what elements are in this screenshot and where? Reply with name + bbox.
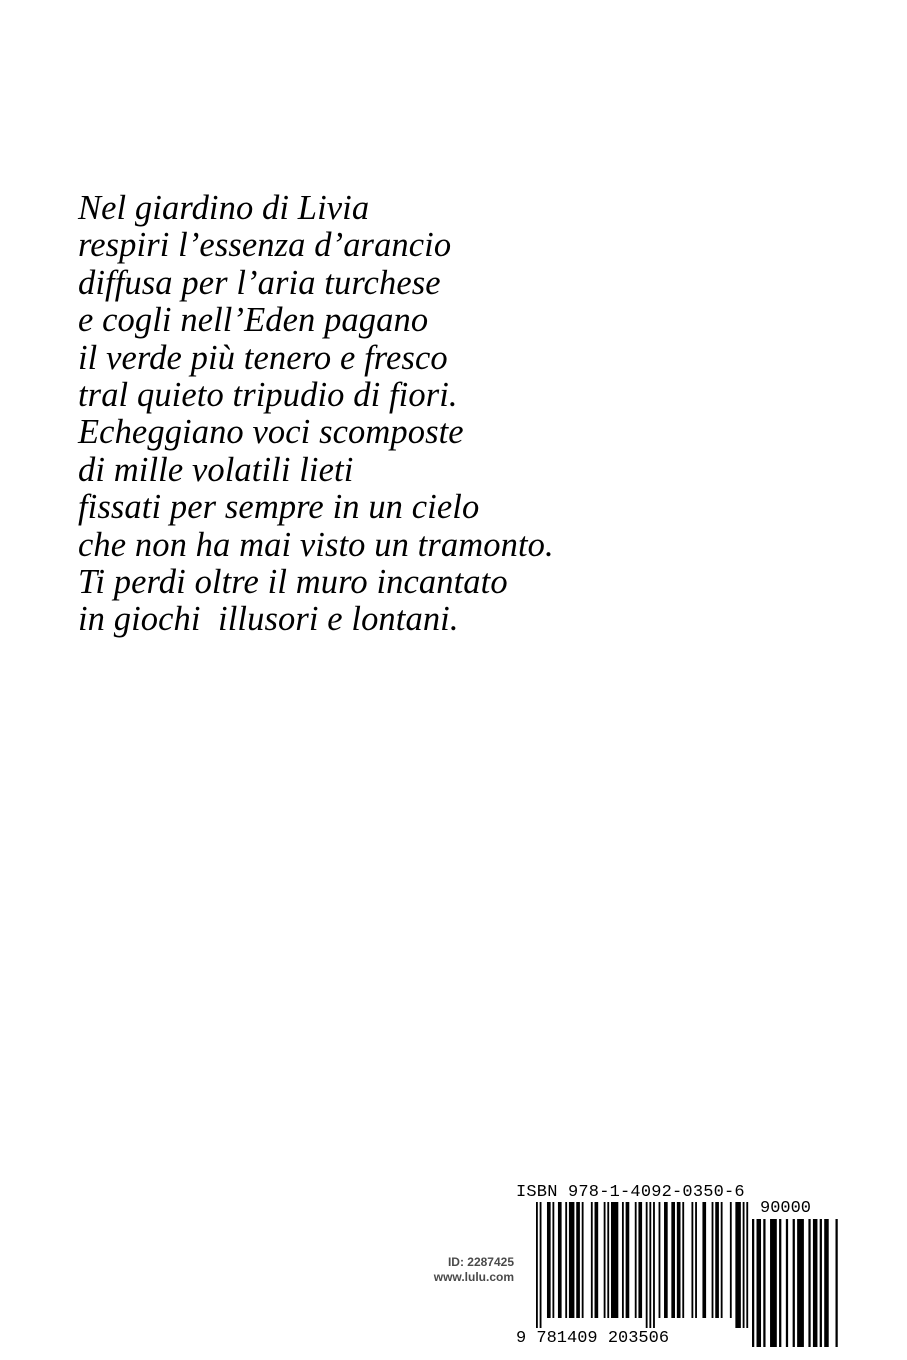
poem	[78, 190, 554, 639]
isbn-label: ISBN 978-1-4092-0350-6	[516, 1183, 745, 1202]
publisher-website: www.lulu.com	[433, 1270, 514, 1284]
poem-line: il verde più tenero e fresco	[78, 338, 448, 377]
isbn-barcode	[536, 1202, 750, 1328]
poem-line: Nel giardino di Livia	[78, 189, 370, 227]
poem-line: tral quieto tripudio di fiori.	[78, 376, 458, 415]
price-barcode	[752, 1219, 840, 1352]
poem-line: di mille volatili lieti	[78, 450, 354, 489]
poem-line: diffusa per l’aria turchese	[78, 263, 441, 302]
poem-line: e cogli nell’Eden pagano	[78, 301, 429, 340]
poem-line: Ti perdi oltre il muro incantato	[78, 563, 508, 602]
barcode-digits: 9 781409 203506	[516, 1329, 670, 1348]
poem-line: fissati per sempre in un cielo	[78, 488, 480, 527]
poem-line: respiri l’essenza d’arancio	[78, 226, 452, 265]
publisher-id: ID: 2287425	[447, 1255, 514, 1269]
poem-line: che non ha mai visto un tramonto.	[78, 525, 554, 564]
publisher-info	[394, 1255, 514, 1285]
price-code: 90000	[760, 1199, 812, 1218]
barcode-bars-icon	[536, 1202, 750, 1328]
poem-line: in giochi illusori e lontani.	[78, 600, 459, 639]
poem-line: Echeggiano voci scomposte	[78, 413, 464, 452]
price-barcode-bars-icon	[752, 1219, 840, 1347]
